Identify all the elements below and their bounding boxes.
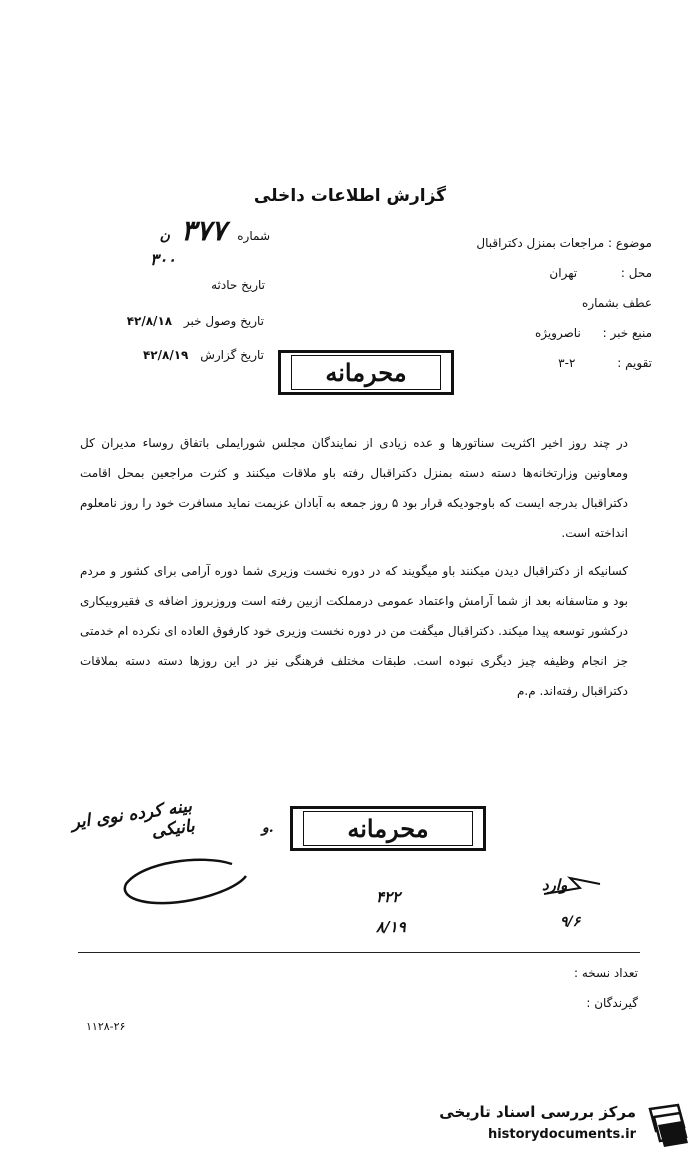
field-received-date	[84, 314, 264, 328]
field-report-date	[84, 348, 264, 362]
field-rating-value: ۲-۳	[558, 356, 576, 370]
field-received-date-value: ۴۲/۸/۱۸	[126, 314, 173, 328]
field-received-date-label: تاریخ وصول خبر	[183, 314, 264, 328]
field-location-label: محل	[628, 266, 652, 280]
report-body	[80, 428, 628, 706]
field-reference-label: عطف بشماره	[582, 296, 652, 310]
field-location: محل : تهران	[549, 266, 652, 280]
field-number-suffix: ن	[159, 228, 170, 244]
confidential-stamp-top-label: محرمانه	[291, 355, 441, 390]
divider	[78, 952, 640, 953]
handwritten-scribble	[112, 850, 252, 920]
recipients-label: گیرندگان :	[586, 996, 638, 1010]
field-report-date-label: تاریخ گزارش	[200, 348, 264, 362]
confidential-stamp-top	[278, 350, 454, 395]
signature-stroke	[540, 870, 610, 900]
footer-logo	[405, 1101, 690, 1149]
footer-url: historydocuments.ir	[487, 1127, 636, 1142]
document-code: ۱۱۲۸-۲۶	[86, 1020, 126, 1033]
report-paragraph-2: کسانیکه از دکتراقبال دیدن میکنند باو میگویند که در دوره نخست وزیری شما دوره آرامی برای کشور و مردم بود و متاسفانه بعد از شما آرامش واعتماد عمومی درمملکت ازبین رفته است وروزبروز اضافه ی فقیروبیکاری درکشور توسعه پیدا میکند. دکتراقبال میگفت من در دوره نخست وزیری خود کارفوق العاده ای نکرده ام خدمتی جز انجام وظیفه چیز دیگری نبوده است. طبقات مختلف فرهنگی نیز در این روزها دسته دسته بملاقات دکتراقبال رفته‌اند. م.م	[80, 564, 628, 698]
field-number-sub: ۳۰۰	[150, 250, 176, 269]
field-incident-date	[100, 278, 265, 292]
field-location-value: تهران	[549, 266, 578, 280]
field-report-date-value: ۴۲/۸/۱۹	[142, 348, 189, 362]
field-reference	[582, 296, 652, 310]
copies-count-label: تعداد نسخه :	[573, 966, 638, 980]
field-rating-label: تقویم	[625, 356, 652, 370]
field-subject-label: موضوع	[615, 236, 652, 250]
handwritten-number: ۴۲۲	[376, 888, 401, 906]
field-source: منبع خبر : ناصرویژه	[534, 326, 652, 340]
field-rating: تقویم : ۲-۳	[558, 356, 652, 370]
field-number-value: ۳۷۷	[181, 214, 227, 247]
archive-logo-icon	[644, 1101, 690, 1149]
field-source-label: منبع خبر	[610, 326, 652, 340]
report-title: گزارش اطلاعات داخلی	[253, 186, 447, 206]
footer-name: مرکز بررسی اسناد تاریخی	[439, 1103, 636, 1121]
handwritten-date: ۸/۱۹	[376, 918, 406, 936]
field-incident-date-label: تاریخ حادثه	[211, 278, 265, 292]
field-subject-value: مراجعات بمنزل دکتراقبال	[476, 236, 605, 250]
confidential-stamp-bottom-label: محرمانه	[303, 811, 473, 846]
handwritten-note: بینه کرده نوی ایر بانیکی	[70, 796, 196, 843]
field-source-value: ناصرویژه	[534, 326, 581, 340]
handwritten-mark: و.	[262, 820, 274, 836]
handwritten-day: ۹/۶	[560, 914, 581, 930]
field-number-label: شماره	[237, 229, 270, 243]
field-number	[100, 214, 270, 247]
field-subject: موضوع : مراجعات بمنزل دکتراقبال	[476, 236, 652, 250]
confidential-stamp-bottom	[290, 806, 486, 851]
handwritten-received: وارد	[542, 876, 568, 894]
report-paragraph-1: در چند روز اخیر اکثریت سناتورها و عده زیادی از نمایندگان مجلس شورایملی باتفاق روساء مدیران کل ومعاونین وزارتخانه‌ها دسته دسته بمنزل دکتراقبال رفته باو ملاقات میکنند و کثرت مراجعین بمحل اقامت دکتراقبال بدرجه ایست که باوجودیکه قرار بود ۵ روز جمعه به آبادان عزیمت نماید مسافرت خود را روز نامعلوم انداخته است.	[80, 436, 628, 540]
